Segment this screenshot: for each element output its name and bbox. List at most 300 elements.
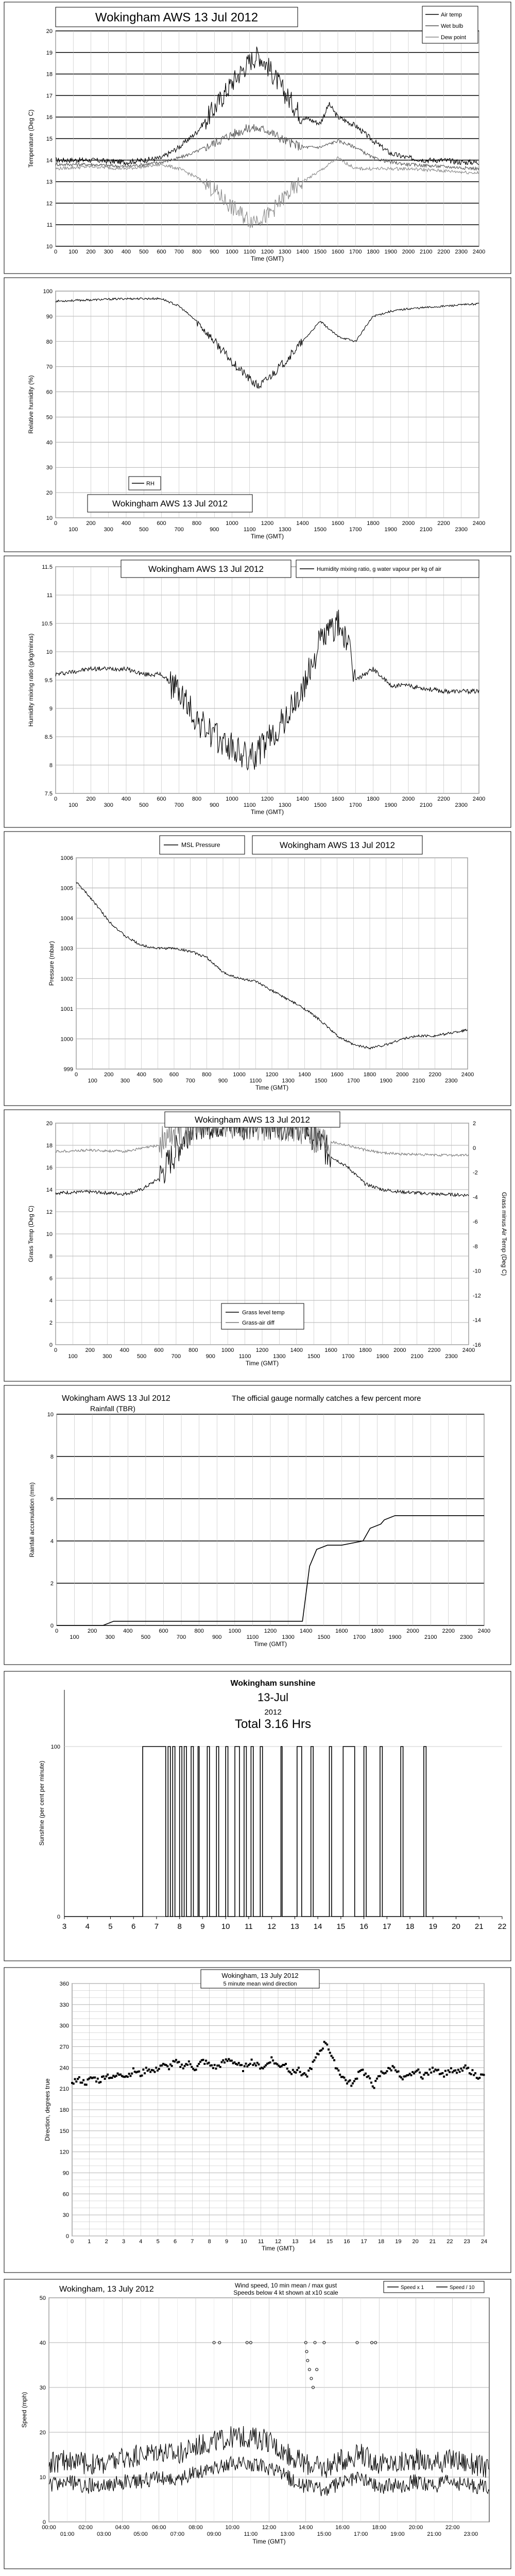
y-tick-label: 0 <box>65 2233 69 2240</box>
direction-point <box>285 2063 287 2065</box>
direction-point <box>196 2065 198 2067</box>
direction-point <box>386 2070 388 2072</box>
x-tick-label: 2000 <box>393 1347 406 1353</box>
direction-point <box>198 2063 200 2065</box>
y-tick-label: 10.5 <box>41 621 53 627</box>
x-tick-label: 500 <box>139 802 149 808</box>
y-tick-label: 150 <box>59 2128 69 2134</box>
x-tick-label: 700 <box>174 249 184 255</box>
x-tick-label: 2400 <box>462 1347 475 1353</box>
direction-point <box>369 2077 371 2079</box>
direction-point <box>227 2060 229 2062</box>
x-tick-label: 0 <box>54 1347 58 1353</box>
x-tick-label: 15 <box>336 1922 346 1931</box>
direction-point <box>195 2069 197 2071</box>
direction-point <box>313 2059 315 2061</box>
x-tick-label: 11 <box>245 1922 253 1931</box>
y-tick-label: 10 <box>46 1231 53 1238</box>
x-tick-label: 6 <box>173 2239 177 2245</box>
x-tick-label: 300 <box>104 802 113 808</box>
direction-point <box>245 2063 247 2065</box>
x-tick-label: 03:00 <box>97 2531 111 2537</box>
direction-point <box>441 2072 443 2074</box>
chart-title: Wokingham AWS 13 Jul 2012 <box>148 564 264 574</box>
x-tick-label: 600 <box>157 520 166 527</box>
x-tick-label: 22 <box>447 2239 453 2245</box>
direction-point <box>166 2065 168 2067</box>
x-tick-label: 21:00 <box>427 2531 441 2537</box>
y-tick-label: 18 <box>46 71 53 78</box>
y-tick-label: 20 <box>46 28 53 35</box>
x-tick-label: 10:00 <box>225 2524 240 2531</box>
y-tick-label: 17 <box>46 93 53 99</box>
x-tick-label: 1900 <box>380 1078 392 1084</box>
y-tick-label: 50 <box>39 2295 46 2301</box>
x-tick-label: 2400 <box>472 520 486 527</box>
direction-point <box>215 2067 217 2070</box>
y-tick-label: 1005 <box>60 885 73 892</box>
y-tick-label: 999 <box>63 1066 73 1073</box>
x-tick-label: 1600 <box>331 1072 344 1078</box>
direction-point <box>115 2075 117 2077</box>
x-tick-label: 0 <box>74 1072 78 1078</box>
direction-point <box>155 2066 157 2069</box>
x-tick-label: 200 <box>86 249 96 255</box>
direction-point <box>315 2056 317 2058</box>
rh-chart <box>0 276 515 554</box>
direction-point <box>82 2079 84 2081</box>
x-tick-label: 2300 <box>460 1634 473 1640</box>
x-tick-label: 2300 <box>455 802 468 808</box>
legend-label: Humidity mixing ratio, g water vapour per kg of air <box>317 566 442 572</box>
direction-point <box>296 2069 298 2071</box>
x-tick-label: 500 <box>136 1353 147 1360</box>
direction-point <box>345 2079 347 2081</box>
x-tick-label: 700 <box>185 1078 195 1084</box>
direction-point <box>184 2065 186 2067</box>
direction-point <box>373 2087 375 2089</box>
legend-label: Air temp <box>441 12 462 18</box>
y2-tick-label: -4 <box>473 1194 478 1201</box>
x-tick-label: 1200 <box>264 1628 277 1634</box>
y2-tick-label: 0 <box>473 1145 476 1151</box>
direction-point <box>222 2059 224 2061</box>
x-tick-label: 1100 <box>246 1634 259 1640</box>
direction-point <box>171 2065 173 2067</box>
x-tick-label: 17 <box>360 2239 367 2245</box>
direction-point <box>478 2077 480 2079</box>
direction-point <box>186 2064 188 2066</box>
direction-point <box>374 2080 376 2082</box>
direction-point <box>306 2076 308 2078</box>
y-tick-label: 9 <box>49 706 53 712</box>
chart-title: Wokingham AWS 13 Jul 2012 <box>195 1114 310 1125</box>
x-tick-label: 2400 <box>472 249 486 255</box>
x-tick-label: 800 <box>192 520 202 527</box>
x-tick-label: 900 <box>205 1353 215 1360</box>
x-tick-label: 700 <box>174 527 184 533</box>
direction-point <box>208 2062 210 2064</box>
x-tick-label: 16 <box>359 1922 368 1931</box>
x-tick-label: 200 <box>87 1628 97 1634</box>
direction-point <box>365 2073 367 2075</box>
y2-tick-label: 2 <box>473 1121 476 1127</box>
x-tick-label: 1300 <box>279 527 291 533</box>
x-tick-label: 6 <box>131 1922 136 1931</box>
x-tick-label: 7 <box>191 2239 194 2245</box>
direction-point <box>318 2053 320 2055</box>
y-tick-label: 8 <box>50 1454 54 1460</box>
x-tick-label: 0 <box>54 796 58 802</box>
x-tick-label: 1100 <box>238 1353 251 1360</box>
plot-area <box>4 556 511 827</box>
x-tick-label: 20 <box>452 1922 460 1931</box>
direction-point <box>105 2075 107 2077</box>
x-tick-label: 8 <box>177 1922 182 1931</box>
direction-point <box>138 2071 140 2073</box>
direction-point <box>255 2064 257 2066</box>
x-tick-label: 00:00 <box>42 2524 56 2531</box>
x-tick-label: 800 <box>202 1072 212 1078</box>
x-tick-label: 1000 <box>226 249 238 255</box>
wind-speed-chart <box>0 2277 515 2571</box>
direction-point <box>179 2066 181 2068</box>
direction-point <box>97 2078 99 2080</box>
x-tick-label: 1000 <box>226 520 238 527</box>
grass-temp-chart <box>0 1108 515 1383</box>
chart-subtitle: Total 3.16 Hrs <box>234 1717 312 1731</box>
x-tick-label: 1400 <box>296 520 309 527</box>
direction-point <box>398 2071 400 2073</box>
x-tick-label: 2200 <box>428 1072 441 1078</box>
direction-point <box>81 2082 83 2084</box>
y-axis-label: Speed (mph) <box>21 2392 28 2428</box>
chart-subtitle: Speeds below 4 kt shown at x10 scale <box>233 2289 338 2296</box>
x-tick-label: 15:00 <box>317 2531 332 2537</box>
x-tick-label: 16:00 <box>335 2524 350 2531</box>
wind-direction-chart <box>0 1965 515 2275</box>
y-tick-label: 11 <box>46 592 53 599</box>
direction-point <box>298 2066 300 2069</box>
direction-point <box>144 2072 146 2074</box>
x-tick-label: 16 <box>344 2239 350 2245</box>
y2-tick-label: -12 <box>473 1293 481 1299</box>
x-tick-label: 1600 <box>331 520 345 527</box>
x-tick-label: 2300 <box>455 527 468 533</box>
x-tick-label: 04:00 <box>115 2524 130 2531</box>
direction-point <box>238 2062 240 2064</box>
x-tick-label: 1700 <box>349 802 362 808</box>
y-tick-label: 8.5 <box>44 734 53 740</box>
x-tick-label: 200 <box>104 1072 114 1078</box>
x-tick-label: 900 <box>210 802 219 808</box>
direction-point <box>182 2067 184 2070</box>
legend-label: Wet bulb <box>441 23 464 29</box>
x-tick-label: 5 <box>156 2239 160 2245</box>
sunshine-chart <box>0 1669 515 1963</box>
direction-point <box>350 2084 352 2087</box>
direction-point <box>331 2055 333 2057</box>
x-tick-label: 1500 <box>314 1078 328 1084</box>
y-tick-label: 8 <box>49 1253 53 1260</box>
y-tick-label: 300 <box>59 2023 69 2029</box>
y-tick-label: 100 <box>43 289 53 295</box>
direction-point <box>295 2072 297 2074</box>
x-tick-label: 2000 <box>402 520 415 527</box>
direction-point <box>450 2067 452 2069</box>
direction-point <box>427 2074 430 2076</box>
x-tick-label: 2000 <box>402 796 415 802</box>
x-tick-label: 2200 <box>437 520 450 527</box>
x-tick-label: 3 <box>122 2239 126 2245</box>
pressure-chart <box>0 829 515 1108</box>
y2-tick-label: -2 <box>473 1170 478 1176</box>
direction-point <box>168 2068 170 2070</box>
y-tick-label: 10 <box>46 515 53 521</box>
y-axis-label: Relative humidity (%) <box>27 375 35 434</box>
direction-point <box>422 2078 424 2080</box>
y-axis-label: Direction, degrees true <box>44 2078 51 2141</box>
direction-point <box>467 2067 469 2069</box>
x-axis-label: Time (GMT) <box>250 255 284 262</box>
panel-border <box>4 1671 511 1961</box>
direction-point <box>346 2082 348 2084</box>
x-tick-label: 0 <box>54 520 58 527</box>
x-tick-label: 100 <box>68 1353 78 1360</box>
y2-tick-label: -10 <box>473 1268 481 1275</box>
x-tick-label: 06:00 <box>151 2524 166 2531</box>
y-tick-label: 9.5 <box>44 677 53 684</box>
direction-point <box>178 2061 180 2063</box>
x-tick-label: 1300 <box>279 249 291 255</box>
direction-point <box>352 2082 354 2084</box>
direction-point <box>437 2069 439 2071</box>
y-tick-label: 0 <box>57 1914 60 1920</box>
direction-point <box>417 2069 419 2071</box>
x-tick-label: 20 <box>412 2239 419 2245</box>
x-tick-label: 12 <box>267 1922 276 1931</box>
direction-point <box>367 2075 369 2077</box>
legend-label: Grass level temp <box>242 1310 285 1316</box>
x-tick-label: 1200 <box>265 1072 279 1078</box>
x-tick-label: 1000 <box>228 1628 242 1634</box>
x-tick-label: 300 <box>104 527 113 533</box>
direction-point <box>211 2064 213 2066</box>
direction-point <box>141 2075 143 2077</box>
y-tick-label: 0 <box>49 1342 53 1348</box>
direction-point <box>333 2059 335 2061</box>
direction-point <box>292 2069 294 2071</box>
x-tick-label: 11:00 <box>244 2531 258 2537</box>
chart-subtitle: Wind speed, 10 min mean / max gust <box>234 2282 337 2289</box>
x-tick-label: 1800 <box>367 249 380 255</box>
x-tick-label: 1200 <box>261 249 274 255</box>
y2-tick-label: -16 <box>473 1342 481 1348</box>
direction-point <box>463 2066 465 2069</box>
x-tick-label: 2000 <box>406 1628 419 1634</box>
x-tick-label: 19 <box>395 2239 402 2245</box>
y-tick-label: 19 <box>46 49 53 56</box>
y-tick-label: 60 <box>62 2191 69 2198</box>
direction-point <box>389 2067 391 2070</box>
direction-point <box>329 2052 331 2054</box>
x-tick-label: 15 <box>326 2239 333 2245</box>
y2-tick-label: -6 <box>473 1219 478 1226</box>
x-tick-label: 2400 <box>477 1628 491 1634</box>
x-tick-label: 1400 <box>299 1628 313 1634</box>
y-tick-label: 30 <box>39 2385 46 2391</box>
x-tick-label: 100 <box>68 527 78 533</box>
x-tick-label: 700 <box>171 1353 181 1360</box>
y-tick-label: 14 <box>46 1187 53 1193</box>
x-tick-label: 400 <box>119 1347 129 1353</box>
y-tick-label: 2 <box>50 1581 54 1587</box>
x-tick-label: 1100 <box>249 1078 262 1084</box>
y2-tick-label: -14 <box>473 1317 481 1324</box>
direction-point <box>428 2069 431 2071</box>
plot-area <box>4 2279 511 2569</box>
direction-point <box>444 2070 447 2072</box>
x-tick-label: 3 <box>62 1922 67 1931</box>
x-tick-label: 18 <box>377 2239 385 2245</box>
direction-point <box>299 2071 301 2073</box>
y-tick-label: 330 <box>59 2002 69 2008</box>
direction-point <box>251 2059 253 2061</box>
x-axis-label: Time (GMT) <box>261 2245 295 2252</box>
x-tick-label: 200 <box>86 520 96 527</box>
y2-tick-label: -8 <box>473 1243 478 1250</box>
x-tick-label: 900 <box>210 527 219 533</box>
y-tick-label: 1006 <box>60 855 73 861</box>
x-axis-label: Time (GMT) <box>252 2538 286 2545</box>
x-tick-label: 13 <box>290 1922 299 1931</box>
y-tick-label: 13 <box>46 179 53 185</box>
x-tick-label: 100 <box>70 1634 79 1640</box>
direction-point <box>328 2048 330 2050</box>
y-tick-label: 6 <box>49 1276 53 1282</box>
direction-point <box>132 2067 134 2070</box>
x-tick-label: 1800 <box>367 520 380 527</box>
y-tick-label: 1004 <box>60 916 73 922</box>
x-tick-label: 1300 <box>282 1634 295 1640</box>
y-tick-label: 11.5 <box>42 564 53 570</box>
x-tick-label: 13 <box>292 2239 299 2245</box>
direction-point <box>446 2074 448 2076</box>
x-tick-label: 1500 <box>314 527 327 533</box>
chart-title: Wokingham sunshine <box>230 1679 316 1688</box>
x-tick-label: 600 <box>157 796 166 802</box>
x-tick-label: 2000 <box>402 249 415 255</box>
x-tick-label: 500 <box>141 1634 151 1640</box>
x-tick-label: 07:00 <box>170 2531 185 2537</box>
sunshine-trace <box>64 1747 479 1917</box>
plot-area <box>4 1671 511 1961</box>
x-tick-label: 1800 <box>363 1072 376 1078</box>
x-tick-label: 02:00 <box>78 2524 93 2531</box>
legend-label: Speed / 10 <box>450 2285 475 2291</box>
y-tick-label: 10 <box>46 649 53 655</box>
direction-point <box>202 2059 204 2061</box>
direction-point <box>269 2061 271 2063</box>
direction-point <box>322 2047 324 2049</box>
direction-point <box>402 2078 404 2080</box>
chart-subtitle: 2012 <box>264 1708 282 1717</box>
x-tick-label: 21 <box>474 1922 484 1931</box>
x-tick-label: 500 <box>139 527 149 533</box>
direction-point <box>471 2069 473 2071</box>
y-tick-label: 70 <box>46 364 53 370</box>
x-tick-label: 600 <box>159 1628 168 1634</box>
x-tick-label: 500 <box>139 249 149 255</box>
x-tick-label: 21 <box>429 2239 436 2245</box>
x-tick-label: 05:00 <box>133 2531 148 2537</box>
direction-point <box>205 2060 207 2062</box>
direction-point <box>454 2070 456 2072</box>
direction-point <box>376 2078 378 2080</box>
direction-point <box>221 2061 223 2063</box>
y-tick-label: 2 <box>49 1320 53 1326</box>
x-tick-label: 900 <box>210 249 219 255</box>
x-tick-label: 2300 <box>445 1078 458 1084</box>
y-tick-label: 240 <box>59 2065 69 2072</box>
direction-point <box>241 2064 243 2066</box>
direction-point <box>244 2065 246 2067</box>
direction-point <box>95 2080 97 2082</box>
x-tick-label: 12 <box>274 2239 282 2245</box>
x-tick-label: 1700 <box>353 1634 366 1640</box>
chart-title: Wokingham, 13 July 2012 <box>59 2285 154 2294</box>
x-tick-label: 100 <box>88 1078 97 1084</box>
x-tick-label: 1500 <box>314 802 327 808</box>
x-tick-label: 23:00 <box>464 2531 478 2537</box>
y-tick-label: 80 <box>46 338 53 345</box>
direction-point <box>188 2060 190 2062</box>
y-tick-label: 120 <box>59 2149 69 2156</box>
direction-point <box>311 2068 313 2070</box>
x-tick-label: 8 <box>208 2239 211 2245</box>
x-tick-label: 1300 <box>279 802 291 808</box>
direction-point <box>290 2073 293 2075</box>
x-tick-label: 2100 <box>420 802 433 808</box>
direction-point <box>111 2077 113 2079</box>
x-tick-label: 2100 <box>420 249 433 255</box>
x-tick-label: 1300 <box>273 1353 286 1360</box>
x-tick-label: 800 <box>192 796 202 802</box>
chart-title: Wokingham AWS 13 Jul 2012 <box>112 498 228 509</box>
direction-point <box>148 2069 150 2071</box>
chart-subtitle: Rainfall (TBR) <box>90 1404 135 1413</box>
direction-point <box>465 2064 467 2066</box>
x-tick-label: 2300 <box>455 249 468 255</box>
x-tick-label: 100 <box>68 802 78 808</box>
x-tick-label: 5 <box>108 1922 113 1931</box>
direction-point <box>370 2081 372 2083</box>
direction-point <box>470 2073 472 2075</box>
direction-point <box>473 2074 475 2076</box>
x-tick-label: 1600 <box>331 249 345 255</box>
direction-point <box>142 2069 144 2071</box>
x-tick-label: 1200 <box>261 520 274 527</box>
x-tick-label: 400 <box>121 520 131 527</box>
y-tick-label: 0 <box>50 1623 54 1629</box>
x-tick-label: 1300 <box>282 1078 295 1084</box>
y-tick-label: 12 <box>46 200 53 207</box>
direction-point <box>337 2070 339 2072</box>
direction-point <box>423 2074 425 2076</box>
x-tick-label: 600 <box>157 249 166 255</box>
direction-point <box>343 2077 345 2079</box>
direction-point <box>107 2074 109 2076</box>
